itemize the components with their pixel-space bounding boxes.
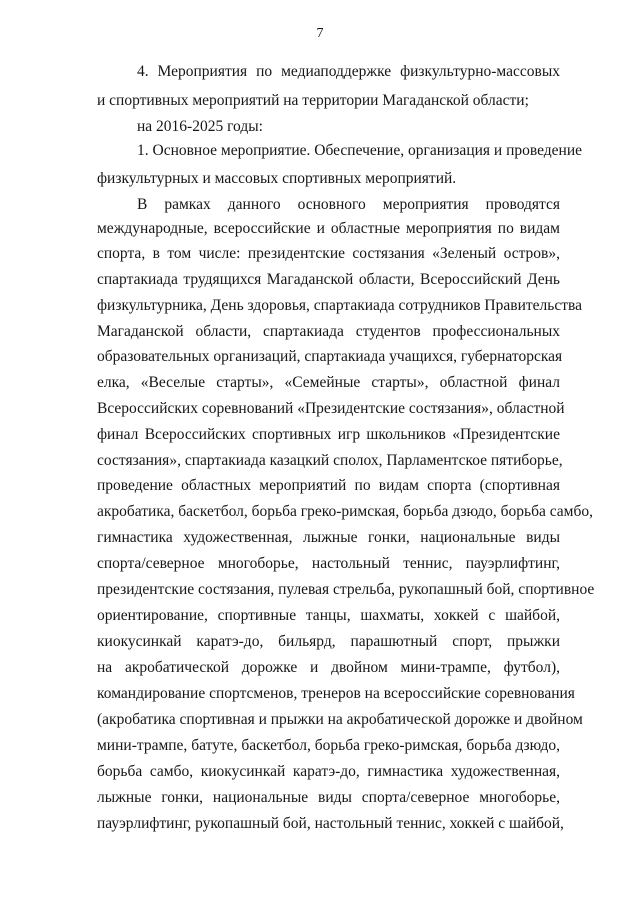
text-line: мини-трампе, батуте, баскетбол, борьба греко-римская, борьба дзюдо, [97,737,560,754]
text-line: на 2016-2025 годы: [137,118,263,135]
text-line: проведение областных мероприятий по видам спорта (спортивная [97,477,560,494]
text-line: 1. Основное мероприятие. Обеспечение, организация и проведение [137,142,583,159]
text-line: международные, всероссийские и областные мероприятия по видам [97,220,560,237]
text-line: финал Всероссийских спортивных игр школьников «Президентские [97,426,560,443]
text-line: (акробатика спортивная и прыжки на акробатической дорожке и двойном [97,711,583,728]
text-line: командирование спортсменов, тренеров на всероссийские соревнования [97,685,575,702]
text-line: и спортивных мероприятий на территории Магаданской области; [97,92,529,109]
text-line: спорта/северное многоборье, настольный теннис, пауэрлифтинг, [97,555,560,572]
text-line: спорта, в том числе: президентские состязания «Зеленый остров», [97,245,560,262]
text-line: киокусинкай каратэ-до, бильярд, парашютный спорт, прыжки [97,633,560,650]
text-line: физкультурника, День здоровья, спартакиада сотрудников Правительства [97,297,582,314]
text-line: ориентирование, спортивные танцы, шахматы, хоккей с шайбой, [97,607,560,624]
text-line: 4. Мероприятия по медиаподдержке физкультурно-массовых [137,63,560,80]
text-line: на акробатической дорожке и двойном мини-трампе, футбол), [97,659,560,676]
page-number: 7 [316,26,324,41]
text-line: гимнастика художественная, лыжные гонки, национальные виды [97,529,560,546]
text-line: Всероссийских соревнований «Президентские состязания», областной [97,400,565,417]
text-line: образовательных организаций, спартакиада учащихся, губернаторская [97,348,563,365]
text-line: физкультурных и массовых спортивных мероприятий. [97,170,457,187]
text-line: борьба самбо, киокусинкай каратэ-до, гимнастика художественная, [97,763,560,780]
text-line: Магаданской области, спартакиада студентов профессиональных [97,323,560,340]
text-line: пауэрлифтинг, рукопашный бой, настольный теннис, хоккей с шайбой, [97,815,564,832]
text-line: лыжные гонки, национальные виды спорта/северное многоборье, [97,789,560,806]
text-line: состязания», спартакиада казацкий сполох, Парламентское пятиборье, [97,452,563,469]
text-line: акробатика, баскетбол, борьба греко-римская, борьба дзюдо, борьба самбо, [97,503,593,520]
text-line: В рамках данного основного мероприятия проводятся [137,196,560,213]
text-line: спартакиада трудящихся Магаданской области, Всероссийский День [97,271,560,288]
text-line: елка, «Веселые старты», «Семейные старты», областной финал [97,374,560,391]
text-line: президентские состязания, пулевая стрельба, рукопашный бой, спортивное [97,581,595,598]
